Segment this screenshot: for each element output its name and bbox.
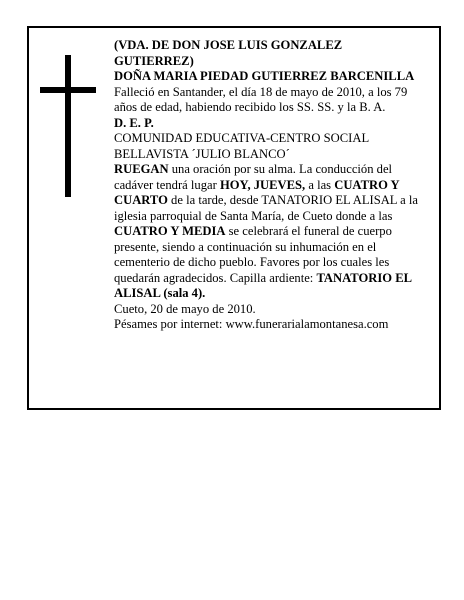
date-line: Cueto, 20 de mayo de 2010.: [114, 301, 256, 316]
community-line: COMUNIDAD EDUCATIVA-CENTRO SOCIAL BELLAVISTA ´JULIO BLANCO´: [114, 131, 369, 161]
funeral-details: RUEGAN una oración por su alma. La conducción del cadáver tendrá lugar HOY, JUEVES, a las CUATRO Y CUARTO de la tarde, desde TANATORIO EL ALISAL a la iglesia parroquial de Santa María, de Cueto donde a las CUATRO Y MEDIA se celebrará el funeral de cuerpo presente, siendo a continuación su inhumación en el cementerio de dicho pueblo. Favores por los cuales les quedarán agradecidos. Capilla ardiente: TANATORIO EL ALISAL (sala 4).: [114, 162, 419, 300]
cross-icon-bar: [40, 87, 96, 93]
widow-header: (VDA. DE DON JOSE LUIS GONZALEZ GUTIERREZ): [114, 38, 343, 68]
deceased-name: DOÑA MARIA PIEDAD GUTIERREZ BARCENILLA: [114, 69, 415, 83]
chapel-name: TANATORIO EL ALISAL (sala 4).: [114, 270, 412, 300]
condolences-line: Pésames por internet: www.funerarialamontanesa.com: [114, 317, 389, 331]
dep-line: D. E. P.: [114, 115, 154, 130]
cross-icon: [65, 55, 71, 197]
ruegan-label: RUEGAN: [114, 162, 169, 176]
death-info: Falleció en Santander, el día 18 de mayo de 2010, a los 79 años de edad, habiendo recibido los SS. SS. y la B. A.: [114, 84, 408, 114]
obituary-text: [114, 38, 424, 333]
